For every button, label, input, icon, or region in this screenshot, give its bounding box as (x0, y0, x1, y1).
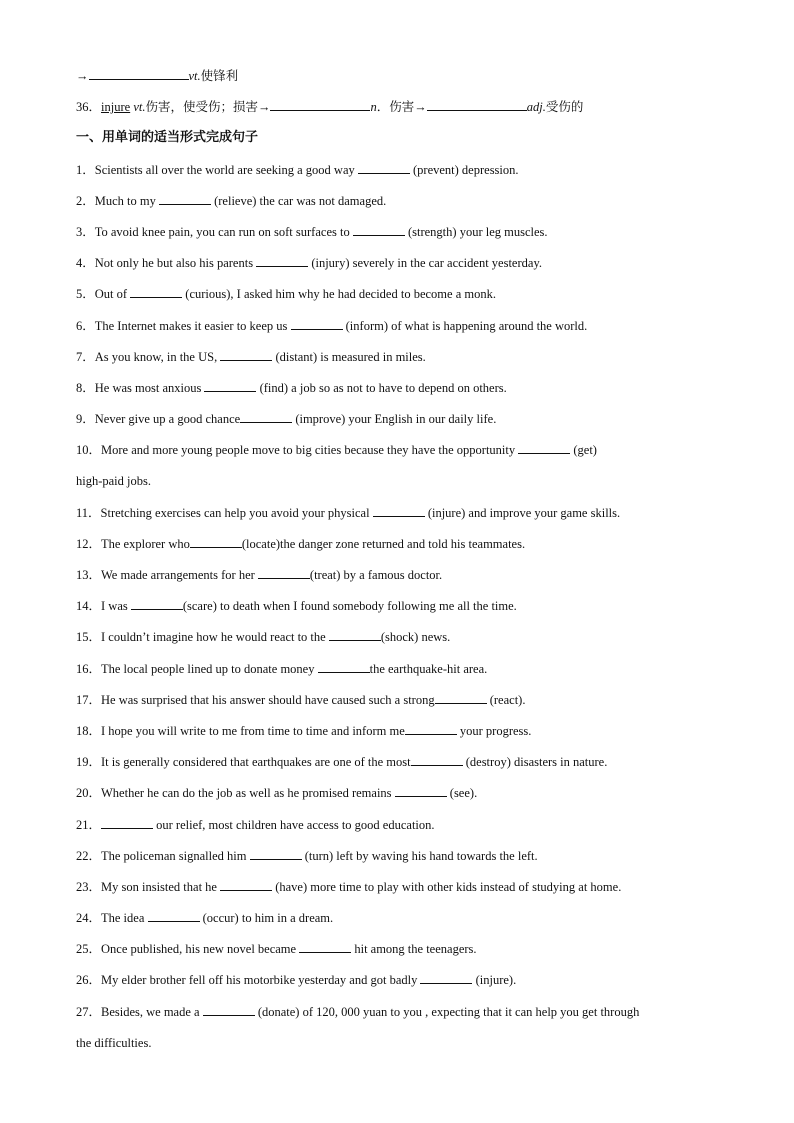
answer-blank[interactable] (420, 969, 472, 984)
sentence-text: (improve) your English in our daily life. (292, 412, 497, 427)
meaning-text: ．伤害→ (376, 100, 427, 115)
sentence-line (76, 469, 716, 500)
sentence-text: 14．I was (76, 599, 131, 614)
sentence-text: 19．It is generally considered that earthquakes are one of the most (76, 755, 411, 770)
sentence-text: 5．Out of (76, 287, 131, 302)
sentence-text: (injure) and improve your game skills. (424, 505, 621, 520)
answer-blank[interactable] (101, 814, 153, 829)
sentence-text: (strength) your leg muscles. (404, 224, 548, 239)
sentence-line (76, 813, 716, 844)
answer-blank[interactable] (291, 315, 343, 330)
sentence-line (76, 625, 716, 656)
sentence-line (76, 345, 716, 376)
sentence-text: (inform) of what is happening around the world. (342, 318, 588, 333)
sentence-text: (locate)the danger zone returned and told his teammates. (241, 536, 526, 551)
sentence-line (76, 158, 716, 189)
sentence-line (76, 719, 716, 750)
sentence-text: the difficulties. (76, 1035, 152, 1050)
sentence-line (76, 282, 716, 313)
sentence-text: 13．We made arrangements for her (76, 568, 258, 582)
sentence-text: your progress. (456, 723, 532, 738)
sentence-line (76, 438, 716, 469)
sentence-line (76, 314, 716, 345)
meaning-text: 受伤的 (545, 100, 584, 115)
answer-blank[interactable] (130, 283, 182, 298)
sentence-text: 23．My son insisted that he (76, 879, 221, 894)
meaning-text: 伤害，使受伤；损害→ (145, 100, 271, 115)
sentence-text: (shock) news. (380, 630, 451, 645)
answer-blank[interactable] (427, 96, 527, 111)
sentence-line (76, 688, 716, 719)
answer-blank[interactable] (148, 907, 200, 922)
sentence-line (76, 532, 716, 563)
meaning-text: 使锋利 (200, 69, 239, 83)
answer-blank[interactable] (190, 533, 242, 548)
answer-blank[interactable] (220, 346, 272, 361)
answer-blank[interactable] (318, 658, 370, 673)
sentence-text: 26．My elder brother fell off his motorbike yesterday and got badly (76, 973, 421, 988)
vocab-line-injure (76, 95, 716, 126)
answer-blank[interactable] (395, 782, 447, 797)
sentence-text: (have) more time to play with other kids instead of studying at home. (272, 879, 622, 894)
pos-label: vt. (133, 100, 146, 115)
sentence-line (76, 376, 716, 407)
sentence-text: hit among the teenagers. (351, 942, 477, 957)
sentence-text: (injury) severely in the car accident yesterday. (308, 256, 543, 271)
sentence-text: our relief, most children have access to good education. (153, 817, 435, 832)
answer-blank[interactable] (358, 159, 410, 174)
answer-blank[interactable] (240, 408, 292, 423)
sentence-text: 15．I couldn’t imagine how he would react to the (76, 630, 329, 645)
sentence-text: (treat) by a famous doctor. (309, 568, 443, 582)
sentence-text: (see). (446, 786, 478, 801)
worksheet-content (76, 64, 716, 1062)
answer-blank[interactable] (159, 190, 211, 205)
sentence-text: 17．He was surprised that his answer should have caused such a strong (76, 692, 435, 707)
sentence-text: (turn) left by waving his hand towards the left. (301, 848, 538, 863)
sentence-text: 3．To avoid knee pain, you can run on soft surfaces to (76, 224, 353, 239)
sentence-text: 8．He was most anxious (76, 380, 205, 395)
answer-blank[interactable] (329, 626, 381, 641)
sentence-text: (donate) of 120, 000 yuan to you , expecting that it can help you get through (254, 1004, 640, 1019)
item-number: 36． (76, 100, 102, 115)
sentence-text: (occur) to him in a dream. (199, 911, 334, 926)
sentence-line (76, 407, 716, 438)
sentence-text: 18．I hope you will write to me from time to time and inform me (76, 723, 405, 738)
arrow: → (76, 69, 89, 83)
answer-blank[interactable] (405, 720, 457, 735)
sentence-text: 4．Not only he but also his parents (76, 256, 257, 271)
sentence-text: 2．Much to my (76, 193, 159, 208)
sentence-line (76, 501, 716, 532)
sentence-list (76, 158, 716, 1062)
sentence-text: 6．The Internet makes it easier to keep us (76, 318, 291, 333)
answer-blank[interactable] (250, 845, 302, 860)
answer-blank[interactable] (203, 1001, 255, 1016)
sentence-line (76, 968, 716, 999)
vocab-line-sharpen (76, 64, 716, 95)
answer-blank[interactable] (518, 439, 570, 454)
sentence-text: 16．The local people lined up to donate money (76, 661, 318, 676)
sentence-line (76, 1000, 716, 1031)
sentence-text: (injure). (472, 973, 517, 988)
sentence-line (76, 875, 716, 906)
sentence-text: (distant) is measured in miles. (272, 349, 426, 364)
sentence-line (76, 563, 716, 594)
sentence-text: 27．Besides, we made a (76, 1004, 203, 1019)
answer-blank[interactable] (256, 252, 308, 267)
sentence-line (76, 189, 716, 220)
sentence-text: 24．The idea (76, 911, 148, 926)
answer-blank[interactable] (270, 96, 370, 111)
sentence-text: 11．Stretching exercises can help you avoid your physical (76, 505, 373, 520)
sentence-line (76, 937, 716, 968)
sentence-text: the earthquake-hit area. (369, 661, 488, 676)
sentence-text: 9．Never give up a good chance (76, 412, 241, 427)
answer-blank[interactable] (89, 65, 189, 80)
sentence-line (76, 1031, 716, 1062)
answer-blank[interactable] (353, 221, 405, 236)
sentence-text: (relieve) the car was not damaged. (210, 193, 387, 208)
sentence-text: (find) a job so as not to have to depend on others. (256, 380, 507, 395)
answer-blank[interactable] (411, 751, 463, 766)
answer-blank[interactable] (220, 876, 272, 891)
sentence-text: 20．Whether he can do the job as well as he promised remains (76, 786, 395, 801)
sentence-text: (react). (486, 692, 526, 707)
section-heading: 一、用单词的适当形式完成句子 (76, 130, 259, 146)
sentence-text: (curious), I asked him why he had decided to become a monk. (182, 287, 496, 302)
pos-label: n (370, 100, 377, 115)
sentence-line (76, 781, 716, 812)
sentence-text: 1．Scientists all over the world are seeking a good way (76, 162, 358, 177)
sentence-text: 10．More and more young people move to big cities because they have the opportunity (76, 443, 519, 458)
sentence-text: 12．The explorer who (76, 536, 190, 551)
pos-label: adj. (526, 100, 546, 115)
sentence-line (76, 906, 716, 937)
sentence-line (76, 594, 716, 625)
sentence-text: (get) (570, 443, 597, 458)
answer-blank[interactable] (204, 377, 256, 392)
sentence-text: (prevent) depression. (409, 162, 519, 177)
sentence-line (76, 657, 716, 688)
sentence-text: high-paid jobs. (76, 474, 151, 489)
pos-label: vt. (188, 69, 201, 83)
sentence-text: 7．As you know, in the US, (76, 349, 221, 364)
sentence-line (76, 251, 716, 282)
keyword: injure (101, 100, 131, 115)
sentence-line (76, 220, 716, 251)
answer-blank[interactable] (258, 564, 310, 579)
sentence-line (76, 750, 716, 781)
answer-blank[interactable] (435, 689, 487, 704)
answer-blank[interactable] (131, 595, 183, 610)
sentence-text: (destroy) disasters in nature. (462, 755, 608, 770)
sentence-line (76, 844, 716, 875)
sentence-text: (scare) to death when I found somebody following me all the time. (182, 599, 517, 614)
sentence-text: 21． (76, 817, 102, 832)
answer-blank[interactable] (373, 502, 425, 517)
sentence-text: 22．The policeman signalled him (76, 848, 250, 863)
sentence-text: 25．Once published, his new novel became (76, 942, 300, 957)
answer-blank[interactable] (299, 938, 351, 953)
